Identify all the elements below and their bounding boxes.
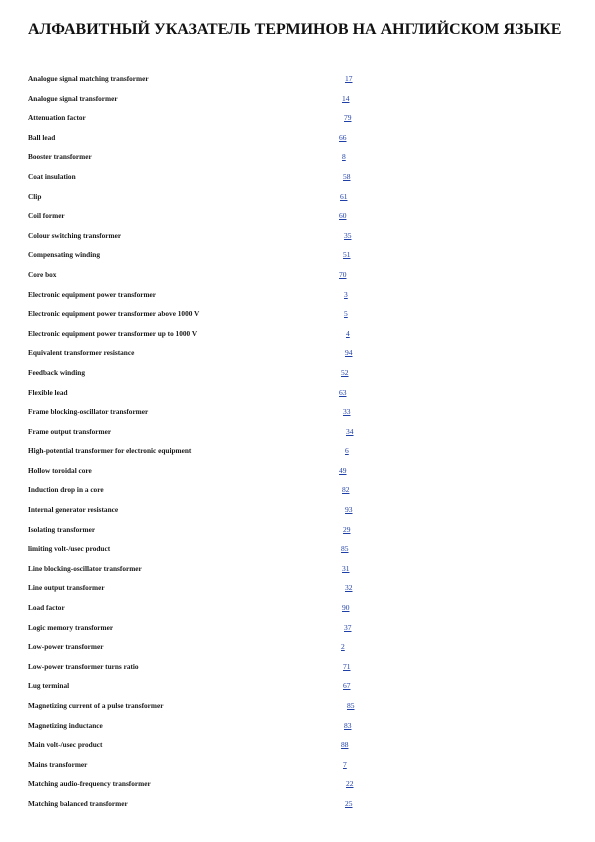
index-term: Magnetizing current of a pulse transformer: [28, 701, 164, 710]
index-entry: [0, 363, 595, 383]
index-entry: [0, 383, 595, 403]
index-entry: [0, 735, 595, 755]
index-entry: [0, 206, 595, 226]
index-entry: [0, 245, 595, 265]
index-entry: [0, 480, 595, 500]
page-number-link[interactable]: 85: [341, 544, 349, 554]
index-term: Low-power transformer turns ratio: [28, 661, 139, 671]
index-term: Electronic equipment power transformer up to 1000 V: [28, 328, 198, 338]
index-entry: [0, 69, 595, 89]
index-entry: [0, 500, 595, 520]
index-entry: [0, 226, 595, 246]
page-number-link[interactable]: 60: [339, 211, 347, 221]
page-number-link[interactable]: 29: [343, 524, 351, 534]
index-term: Attenuation factor: [28, 113, 86, 123]
index-entry: [0, 422, 595, 442]
index-term: Matching balanced transformer: [28, 798, 128, 808]
page-number-link[interactable]: 61: [340, 191, 348, 201]
index-entry: [0, 755, 595, 775]
index-term: Magnetizing inductance: [28, 720, 103, 730]
page-number-link[interactable]: 14: [342, 93, 350, 103]
index-entry: [0, 167, 595, 187]
index-entry: [0, 539, 595, 559]
term-index-list: [0, 69, 595, 814]
index-entry: [0, 441, 595, 461]
page-number-link[interactable]: 90: [342, 603, 350, 613]
page-number-link[interactable]: 70: [339, 269, 347, 279]
index-entry: [0, 520, 595, 540]
index-entry: [0, 304, 595, 324]
index-entry: [0, 559, 595, 579]
index-term: Clip: [28, 191, 42, 201]
page-number-link[interactable]: 17: [345, 74, 353, 83]
index-entry: [0, 343, 595, 363]
index-term: limiting volt-/usec product: [28, 544, 111, 554]
page-number-link[interactable]: 51: [343, 250, 351, 260]
page-number-link[interactable]: 66: [339, 132, 347, 142]
page-number-link[interactable]: 58: [343, 171, 351, 181]
index-term: Low-power transformer: [28, 642, 104, 652]
index-term: Electronic equipment power transformer above 1000 V: [28, 309, 200, 319]
page-number-link[interactable]: 63: [339, 387, 347, 397]
index-entry: [0, 618, 595, 638]
index-entry: [0, 89, 595, 109]
index-term: Line output transformer: [28, 583, 105, 593]
index-term: Mains transformer: [28, 759, 88, 769]
page-number-link[interactable]: 88: [341, 740, 349, 750]
index-term: Colour switching transformer: [28, 230, 122, 240]
index-term: Electronic equipment power transformer: [28, 289, 157, 299]
index-term: Lug terminal: [28, 681, 70, 691]
index-entry: [0, 657, 595, 677]
index-entry: [0, 578, 595, 598]
index-term: Compensating winding: [28, 250, 100, 260]
index-term: Hollow toroidal core: [28, 465, 92, 475]
page-number-link[interactable]: 7: [343, 759, 347, 769]
page-number-link[interactable]: 82: [342, 485, 350, 495]
index-term: Coat insulation: [28, 171, 76, 181]
page-number-link[interactable]: 85: [347, 701, 355, 710]
index-entry: [0, 324, 595, 344]
page-number-link[interactable]: 2: [341, 642, 345, 652]
page-number-link[interactable]: 32: [345, 583, 353, 593]
index-term: Isolating transformer: [28, 524, 96, 534]
page-number-link[interactable]: 71: [343, 661, 351, 671]
page-number-link[interactable]: 35: [344, 230, 352, 240]
page-title: АЛФАВИТНЫЙ УКАЗАТЕЛЬ ТЕРМИНОВ НА АНГЛИЙСКОМ ЯЗЫКЕ: [28, 21, 562, 38]
index-entry: [0, 696, 595, 716]
index-term: Load factor: [28, 603, 65, 613]
page-number-link[interactable]: 22: [346, 779, 354, 789]
index-term: Analogue signal transformer: [28, 93, 118, 103]
page-number-link[interactable]: 4: [346, 328, 350, 338]
index-entry: [0, 402, 595, 422]
page-number-link[interactable]: 67: [343, 681, 351, 691]
index-term: High-potential transformer for electronic equipment: [28, 446, 192, 456]
index-entry: [0, 461, 595, 481]
index-entry: [0, 128, 595, 148]
index-term: Frame blocking-oscillator transformer: [28, 407, 149, 417]
page-number-link[interactable]: 49: [339, 465, 347, 475]
index-entry: [0, 147, 595, 167]
index-entry: [0, 794, 595, 814]
page-number-link[interactable]: 5: [344, 309, 348, 319]
index-term: Booster transformer: [28, 152, 92, 162]
page-number-link[interactable]: 3: [344, 289, 348, 299]
index-term: Frame output transformer: [28, 426, 112, 436]
index-term: Matching audio-frequency transformer: [28, 779, 151, 789]
index-entry: [0, 676, 595, 696]
index-term: Feedback winding: [28, 367, 85, 377]
index-entry: [0, 716, 595, 736]
index-term: Line blocking-oscillator transformer: [28, 563, 142, 573]
page-number-link[interactable]: 83: [344, 720, 352, 730]
page-number-link[interactable]: 34: [346, 426, 354, 436]
index-term: Equivalent transformer resistance: [28, 348, 135, 358]
index-entry: [0, 774, 595, 794]
page-number-link[interactable]: 94: [345, 348, 353, 358]
index-term: Flexible lead: [28, 387, 68, 397]
index-entry: [0, 637, 595, 657]
index-entry: [0, 265, 595, 285]
page-number-link[interactable]: 79: [344, 113, 352, 123]
index-term: Internal generator resistance: [28, 505, 119, 515]
index-term: Induction drop in a core: [28, 485, 104, 495]
page-number-link[interactable]: 33: [343, 407, 351, 417]
index-term: Coil former: [28, 211, 65, 221]
index-term: Core box: [28, 269, 57, 279]
page-number-link[interactable]: 37: [344, 622, 352, 632]
page-number-link[interactable]: 52: [341, 367, 349, 377]
index-term: Logic memory transformer: [28, 622, 114, 632]
index-term: Ball lead: [28, 132, 56, 142]
index-term: Analogue signal matching transformer: [28, 74, 149, 83]
index-entry: [0, 187, 595, 207]
index-entry: [0, 598, 595, 618]
page-number-link[interactable]: 8: [342, 152, 346, 162]
page-number-link[interactable]: 31: [342, 563, 350, 573]
page-number-link[interactable]: 93: [345, 505, 353, 515]
index-entry: [0, 285, 595, 305]
page-number-link[interactable]: 25: [345, 798, 353, 808]
page-number-link[interactable]: 6: [345, 446, 349, 456]
index-entry: [0, 108, 595, 128]
index-term: Main volt-/usec product: [28, 740, 103, 750]
